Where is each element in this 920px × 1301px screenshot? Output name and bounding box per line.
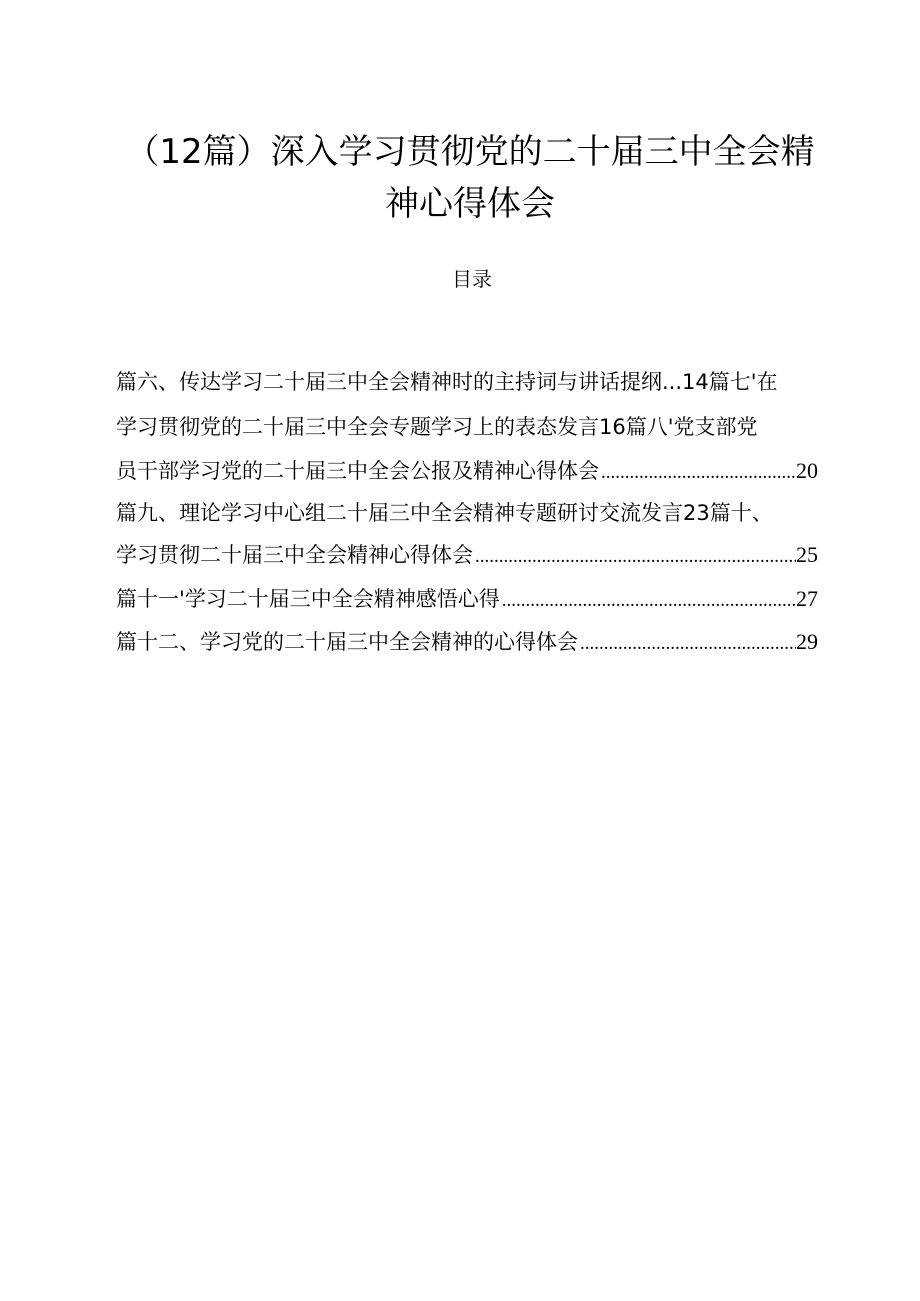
toc-page-number: 29 bbox=[796, 629, 818, 654]
toc-entry-text: 员干部学习党的二十届三中全会公报及精神心得体会 bbox=[116, 459, 599, 483]
toc-entry bbox=[116, 453, 818, 491]
toc-page-number: 25 bbox=[796, 542, 818, 567]
toc-leader-dots bbox=[580, 626, 796, 662]
toc-leader-dots bbox=[475, 539, 796, 575]
toc-entry bbox=[116, 581, 818, 619]
toc-entry bbox=[116, 624, 818, 662]
toc-entry-text: 学习贯彻二十届三中全会精神心得体会 bbox=[116, 543, 473, 567]
document-title-line-2: 神心得体会 bbox=[385, 184, 555, 224]
document-title-line-1: （12篇）深入学习贯彻党的二十届三中全会精 bbox=[125, 132, 815, 172]
toc-entry bbox=[116, 537, 818, 575]
toc-line: 篇九、理论学习中心组二十届三中全会精神专题研讨交流发言23篇十、 bbox=[116, 501, 773, 525]
toc-line: 篇六、传达学习二十届三中全会精神时的主持词与讲话提纲...14篇七'在 bbox=[116, 370, 778, 394]
toc-leader-dots bbox=[502, 583, 796, 619]
toc-heading: 目录 bbox=[452, 267, 492, 291]
toc-entry-text: 篇十一'学习二十届三中全会精神感悟心得 bbox=[116, 587, 500, 611]
toc-line: 学习贯彻党的二十届三中全会专题学习上的表态发言16篇八'党支部党 bbox=[116, 415, 758, 439]
toc-leader-dots bbox=[601, 455, 796, 491]
toc-page-number: 27 bbox=[796, 586, 818, 611]
toc-entry-text: 篇十二、学习党的二十届三中全会精神的心得体会 bbox=[116, 630, 578, 654]
toc-page-number: 20 bbox=[796, 458, 818, 483]
